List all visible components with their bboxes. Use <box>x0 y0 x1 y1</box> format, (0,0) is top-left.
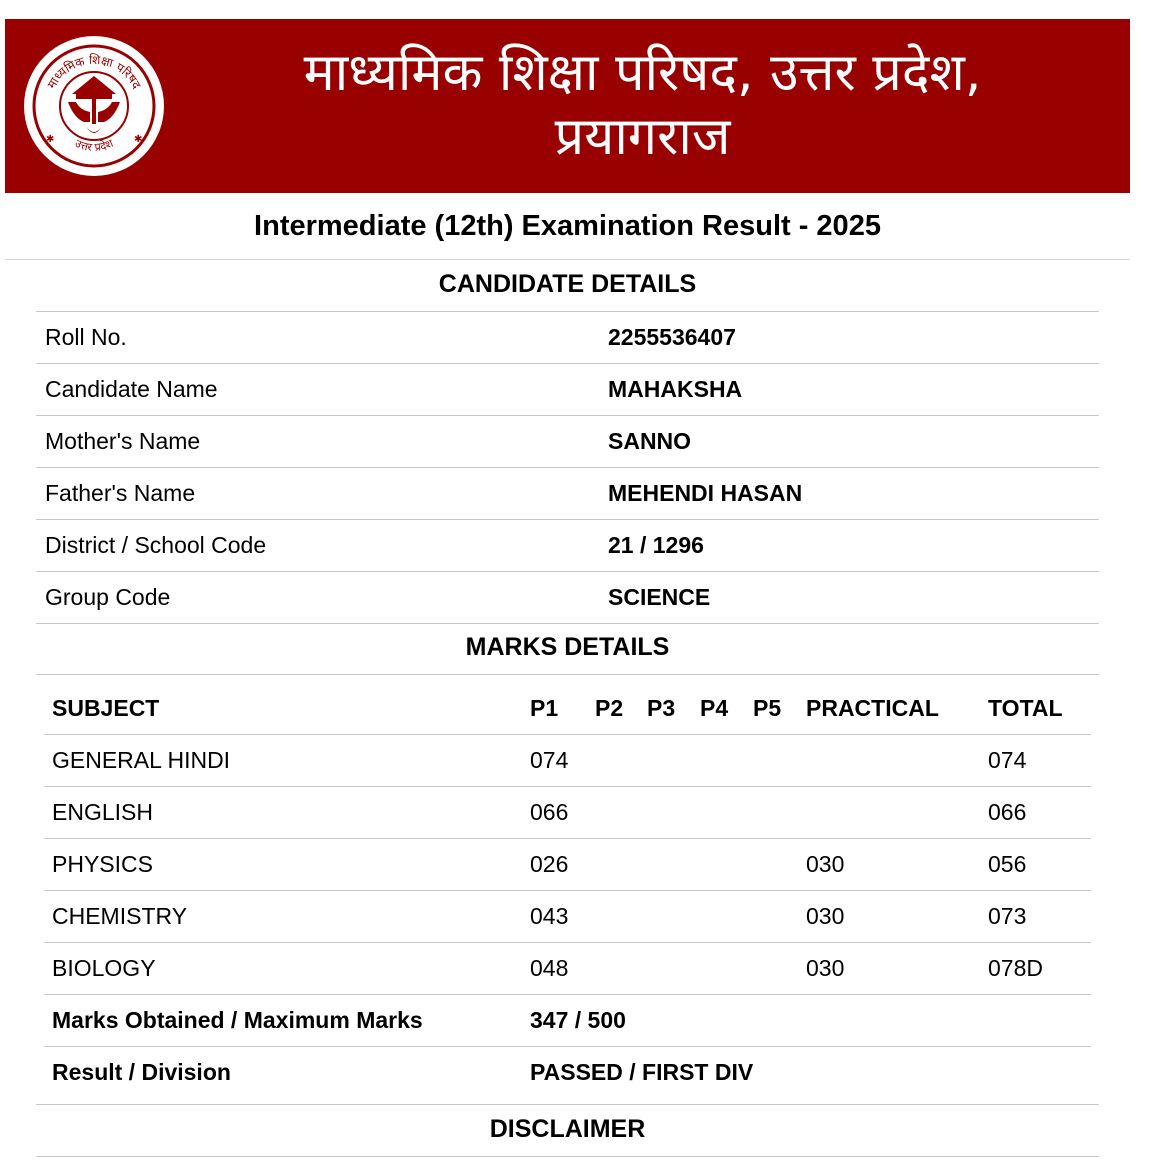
total-cell: 078D <box>980 942 1091 994</box>
table-row <box>36 520 1099 572</box>
p2-cell <box>587 786 639 838</box>
table-row <box>36 416 1099 468</box>
p5-cell <box>745 786 798 838</box>
exam-title: Intermediate (12th) Examination Result - 2025 <box>5 200 1130 260</box>
disclaimer-heading: DISCLAIMER <box>489 1115 646 1143</box>
board-title <box>175 41 1110 169</box>
p2-cell <box>587 890 639 942</box>
father-name-label: Father's Name <box>36 468 600 520</box>
table-row <box>36 364 1099 416</box>
practical-cell: 030 <box>798 942 980 994</box>
roll-no-value: 2255536407 <box>600 312 1099 364</box>
svg-text:✱: ✱ <box>134 134 143 145</box>
p2-cell <box>587 942 639 994</box>
total-cell: 074 <box>980 734 1091 786</box>
table-row <box>36 572 1099 624</box>
board-title-line-2: प्रयागराज <box>554 107 731 167</box>
marks-obtained-label: Marks Obtained / Maximum Marks <box>44 994 522 1046</box>
group-code-label: Group Code <box>36 572 600 624</box>
marks-obtained-value: 347 / 500 <box>522 994 1091 1046</box>
group-code-value: SCIENCE <box>600 572 1099 624</box>
p1-cell: 043 <box>522 890 587 942</box>
table-row <box>44 786 1091 838</box>
p5-cell <box>745 942 798 994</box>
result-division-value: PASSED / FIRST DIV <box>530 1058 754 1085</box>
practical-cell <box>798 786 980 838</box>
divider <box>36 1156 1099 1157</box>
practical-cell: 030 <box>798 890 980 942</box>
table-row <box>36 312 1099 364</box>
column-header-p1: P1 <box>522 683 587 734</box>
p2-cell <box>587 838 639 890</box>
candidate-details-table <box>36 311 1099 624</box>
table-row <box>44 890 1091 942</box>
candidate-details-heading: CANDIDATE DETAILS <box>438 270 697 298</box>
svg-text:✱: ✱ <box>46 134 55 145</box>
result-row <box>44 1046 1091 1098</box>
column-header-p3: P3 <box>639 683 692 734</box>
board-title-line-1: माध्यमिक शिक्षा परिषद, उत्तर प्रदेश, <box>303 43 982 103</box>
total-cell: 056 <box>980 838 1091 890</box>
subject-cell: BIOLOGY <box>44 942 522 994</box>
column-header-practical: PRACTICAL <box>798 683 980 734</box>
table-row <box>44 838 1091 890</box>
practical-cell: 030 <box>798 838 980 890</box>
divider <box>36 1104 1099 1105</box>
p5-cell <box>745 838 798 890</box>
marks-summary-row <box>44 994 1091 1046</box>
svg-text:उत्तर प्रदेश: उत्तर प्रदेश <box>72 136 116 155</box>
total-cell: 073 <box>980 890 1091 942</box>
header-banner <box>5 19 1130 193</box>
result-division-label: Result / Division <box>52 1058 231 1085</box>
p5-cell <box>745 734 798 786</box>
p4-cell <box>692 942 745 994</box>
p1-cell: 074 <box>522 734 587 786</box>
candidate-name-value: MAHAKSHA <box>600 364 1099 416</box>
practical-cell <box>798 734 980 786</box>
p1-cell: 048 <box>522 942 587 994</box>
marks-details-heading: MARKS DETAILS <box>465 633 670 661</box>
father-name-value: MEHENDI HASAN <box>600 468 1099 520</box>
divider <box>36 674 1099 675</box>
subject-cell: PHYSICS <box>44 838 522 890</box>
column-header-p5: P5 <box>745 683 798 734</box>
column-header-total: TOTAL <box>980 683 1091 734</box>
subject-cell: ENGLISH <box>44 786 522 838</box>
p4-cell <box>692 890 745 942</box>
subject-cell: CHEMISTRY <box>44 890 522 942</box>
p4-cell <box>692 838 745 890</box>
p1-cell: 026 <box>522 838 587 890</box>
district-school-code-label: District / School Code <box>36 520 600 572</box>
svg-text:माध्यमिक शिक्षा परिषद: माध्यमिक शिक्षा परिषद <box>44 52 144 92</box>
mother-name-value: SANNO <box>600 416 1099 468</box>
p3-cell <box>639 838 692 890</box>
p3-cell <box>639 890 692 942</box>
district-school-code-value: 21 / 1296 <box>600 520 1099 572</box>
table-row <box>44 734 1091 786</box>
up-government-emblem-icon <box>24 36 164 176</box>
p5-cell <box>745 890 798 942</box>
column-header-p4: P4 <box>692 683 745 734</box>
total-cell: 066 <box>980 786 1091 838</box>
column-header-p2: P2 <box>587 683 639 734</box>
roll-no-label: Roll No. <box>36 312 600 364</box>
p4-cell <box>692 786 745 838</box>
p3-cell <box>639 734 692 786</box>
p4-cell <box>692 734 745 786</box>
p3-cell <box>639 786 692 838</box>
table-header-row <box>44 683 1091 734</box>
marks-details-table <box>44 683 1091 1098</box>
table-row <box>36 468 1099 520</box>
p1-cell: 066 <box>522 786 587 838</box>
p3-cell <box>639 942 692 994</box>
table-row <box>44 942 1091 994</box>
column-header-subject: SUBJECT <box>44 683 522 734</box>
p2-cell <box>587 734 639 786</box>
candidate-name-label: Candidate Name <box>36 364 600 416</box>
subject-cell: GENERAL HINDI <box>44 734 522 786</box>
mother-name-label: Mother's Name <box>36 416 600 468</box>
